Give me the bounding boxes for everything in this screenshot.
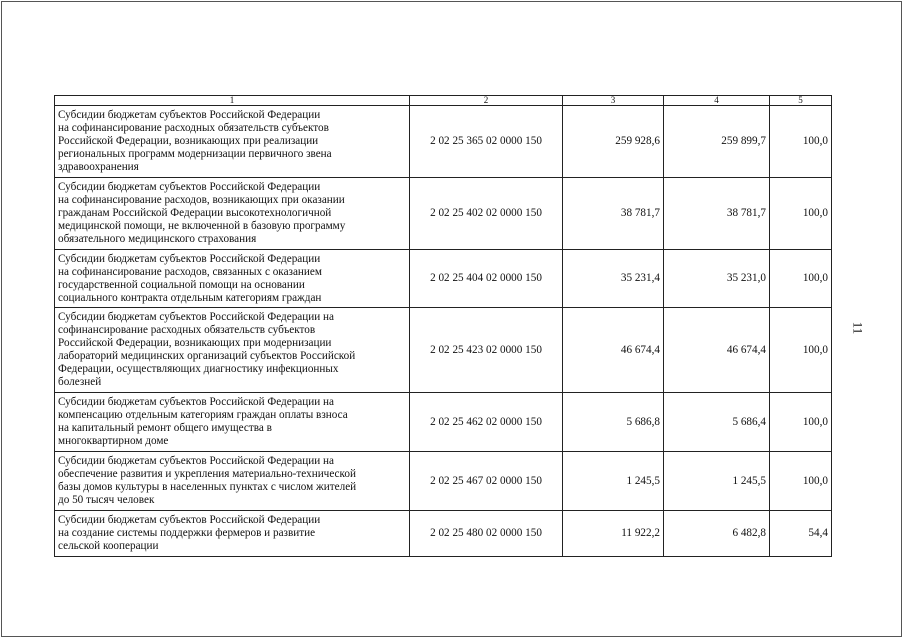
- row-col5-percent: 100,0: [770, 308, 832, 393]
- page-number: 11: [850, 321, 866, 335]
- row-col4-value: 38 781,7: [664, 178, 770, 250]
- table-row: [55, 393, 832, 452]
- row-code: 2 02 25 402 02 0000 150: [410, 178, 563, 250]
- table-row: [55, 178, 832, 250]
- row-col3-value: 1 245,5: [563, 452, 664, 511]
- table-row: [55, 106, 832, 178]
- row-col4-value: 35 231,0: [664, 250, 770, 308]
- row-description: Субсидии бюджетам субъектов Российской Федерации на обеспечение развития и укрепления материально-технической базы домов культуры в населенных пунктах с числом жителей до 50 тысяч человек: [55, 452, 410, 511]
- row-col3-value: 5 686,8: [563, 393, 664, 452]
- row-col5-percent: 100,0: [770, 106, 832, 178]
- table-row: [55, 308, 832, 393]
- row-col3-value: 46 674,4: [563, 308, 664, 393]
- table-header-row: [55, 96, 832, 106]
- row-description: Субсидии бюджетам субъектов Российской Федерации на компенсацию отдельным категориям граждан оплаты взноса на капитальный ремонт общего имущества в многоквартирном доме: [55, 393, 410, 452]
- row-code: 2 02 25 462 02 0000 150: [410, 393, 563, 452]
- budget-table: [54, 95, 832, 557]
- row-col4-value: 1 245,5: [664, 452, 770, 511]
- row-col3-value: 38 781,7: [563, 178, 664, 250]
- row-code: 2 02 25 423 02 0000 150: [410, 308, 563, 393]
- row-col3-value: 11 922,2: [563, 511, 664, 557]
- row-col4-value: 46 674,4: [664, 308, 770, 393]
- row-code: 2 02 25 467 02 0000 150: [410, 452, 563, 511]
- row-description: Субсидии бюджетам субъектов Российской Федерации на софинансирование расходов, связанных с оказанием государственной социальной помощи на основании социального контракта отдельным категориям граждан: [55, 250, 410, 308]
- row-col3-value: 35 231,4: [563, 250, 664, 308]
- row-code: 2 02 25 365 02 0000 150: [410, 106, 563, 178]
- row-description: Субсидии бюджетам субъектов Российской Федерации на софинансирование расходных обязательств субъектов Российской Федерации, возникающих при модернизации лабораторий медицинских организаций субъектов Российской Федерации, осуществляющих диагностику инфекционных болезней: [55, 308, 410, 393]
- row-code: 2 02 25 404 02 0000 150: [410, 250, 563, 308]
- row-col5-percent: 100,0: [770, 393, 832, 452]
- row-description: Субсидии бюджетам субъектов Российской Федерации на софинансирование расходных обязательств субъектов Российской Федерации, возникающих при реализации региональных программ модернизации первичного звена здравоохранения: [55, 106, 410, 178]
- header-col-2: 2: [410, 96, 563, 106]
- header-col-4: 4: [664, 96, 770, 106]
- row-col5-percent: 100,0: [770, 250, 832, 308]
- header-col-1: 1: [55, 96, 410, 106]
- table-row: [55, 250, 832, 308]
- table-row: [55, 452, 832, 511]
- row-col5-percent: 100,0: [770, 178, 832, 250]
- row-code: 2 02 25 480 02 0000 150: [410, 511, 563, 557]
- row-description: Субсидии бюджетам субъектов Российской Федерации на создание системы поддержки фермеров и развитие сельской кооперации: [55, 511, 410, 557]
- row-col4-value: 6 482,8: [664, 511, 770, 557]
- header-col-5: 5: [770, 96, 832, 106]
- header-col-3: 3: [563, 96, 664, 106]
- row-col3-value: 259 928,6: [563, 106, 664, 178]
- row-description: Субсидии бюджетам субъектов Российской Федерации на софинансирование расходов, возникающих при оказании гражданам Российской Федерации высокотехнологичной медицинской помощи, не включенной в базовую программу обязательного медицинского страхования: [55, 178, 410, 250]
- table-row: [55, 511, 832, 557]
- row-col4-value: 259 899,7: [664, 106, 770, 178]
- row-col5-percent: 54,4: [770, 511, 832, 557]
- row-col4-value: 5 686,4: [664, 393, 770, 452]
- row-col5-percent: 100,0: [770, 452, 832, 511]
